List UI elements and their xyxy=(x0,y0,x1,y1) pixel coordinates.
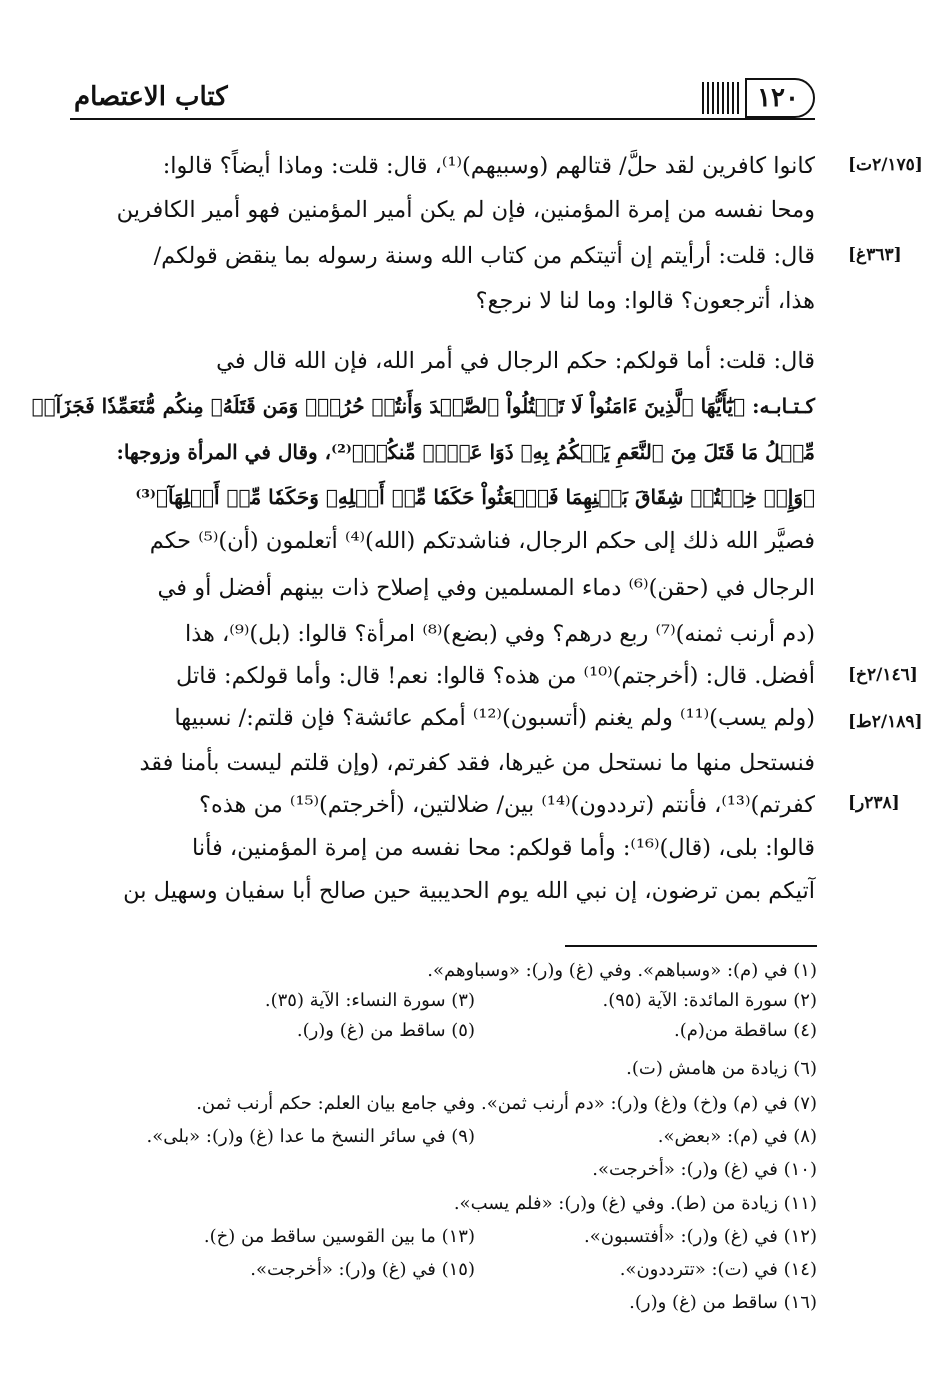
margin-ref: [٢٣٨ر] xyxy=(848,793,900,813)
footnote: (١) في (م): «وسباهم». وفي (غ) و(ر): «وسباوهم». xyxy=(427,960,817,981)
header-rule xyxy=(70,118,815,120)
margin-ref: [٢/١٧٥ت] xyxy=(848,155,923,175)
body-line: قالوا: بلى، (قال)⁽¹⁶⁾: وأما قولكم: محا نفسه من إمرة المؤمنين، فأنا xyxy=(192,835,815,861)
footnote-rule xyxy=(565,945,817,947)
footnote: (١٢) في (غ) و(ر): «أفتسبون». xyxy=(584,1226,817,1247)
body-line: قال: قلت: أرأيتم إن أتيتكم من كتاب الله وسنة رسوله بما ينقض قولكم/ xyxy=(153,243,815,269)
margin-ref: [٢/١٨٩ط] xyxy=(848,712,923,732)
page-number-box xyxy=(702,78,815,118)
footnote: (٢) سورة المائدة: الآية (٩٥). xyxy=(602,990,817,1011)
body-line: كفرتم)⁽¹³⁾، فأنتم (ترددون)⁽¹⁴⁾ بين/ ضلالتين، (أخرجتم)⁽¹⁵⁾ من هذه؟ xyxy=(199,792,815,818)
body-line: كانوا كافرين لقد حلَّ/ قتالهم (وسبيهم)⁽¹⁾، قال: قلت: وماذا أيضاً؟ قالوا: xyxy=(162,153,815,179)
body-line: مِّثۡلُ مَا قَتَلَ مِنَ ٱلنَّعَمِ يَحۡكُمُ بِهِۦ ذَوَا عَدۡلٖ مِّنكُمۡ﴾⁽²⁾، وقال في المرأة وزوجها: xyxy=(116,440,815,464)
body-line: آتيكم بمن ترضون، إن نبي الله يوم الحديبية حين صالح أبا سفيان وسهيل بن xyxy=(123,878,815,904)
decorative-bars-icon xyxy=(702,82,739,114)
margin-ref: [٣٦٣غ] xyxy=(848,245,902,265)
footnote: (٣) سورة النساء: الآية (٣٥). xyxy=(264,990,475,1011)
footnote: (١١) زيادة من (ط). وفي (غ) و(ر): «فلم يسب». xyxy=(453,1193,817,1214)
body-line: قال: قلت: أما قولكم: حكم الرجال في أمر الله، فإن الله قال في xyxy=(216,348,815,374)
footnote: (٨) في (م): «بعض». xyxy=(657,1126,817,1147)
body-line: هذا، أترجعون؟ قالوا: وما لنا لا نرجع؟ xyxy=(475,288,815,314)
body-line: (دم أرنب ثمنه)⁽⁷⁾ ربع درهم؟ وفي (بضع)⁽⁸⁾ امرأة؟ قالوا: (بل)⁽⁹⁾، هذا xyxy=(184,621,815,647)
body-line: ومحا نفسه من إمرة المؤمنين، فإن لم يكن أمير المؤمنين فهو أمير الكافرين xyxy=(116,197,815,223)
body-line: (ولم يسب)⁽¹¹⁾ ولم يغنم (أتسبون)⁽¹²⁾ أمكم عائشة؟ فإن قلتم:/ نسبيها xyxy=(174,705,815,731)
footnote: (٤) ساقطة من(م). xyxy=(673,1020,817,1041)
body-line: الرجال في (حقن)⁽⁶⁾ دماء المسلمين وفي إصلاح ذات بينهم أفضل أو في xyxy=(157,575,815,601)
body-line: فنستحل منها ما نستحل من غيرها، فقد كفرتم، (وإن قلتم ليست بأمنا فقد xyxy=(139,750,815,776)
book-title: كتاب الاعتصام xyxy=(74,82,228,112)
footnote: (٥) ساقط من (غ) و(ر). xyxy=(296,1020,475,1041)
footnote: (٧) في (م) و(خ) و(غ) و(ر): «دم أرنب ثمن». وفي جامع بيان العلم: حكم أرنب ثمن. xyxy=(196,1093,817,1114)
body-line: كـتـابـه: ﴿يَٰٓأَيُّهَا ٱلَّذِينَ ءَامَنُواْ لَا تَقۡتُلُواْ ٱلصَّيۡدَ وَأَنتُمۡ حُرُمٞۚ وَمَن قَتَلَهُۥ مِنكُم مُّتَعَمِّدٗا فَجَزَآءٞ xyxy=(31,394,815,418)
body-line: أفضل. قال: (أخرجتم)⁽¹⁰⁾ من هذه؟ قالوا: نعم! قال: وأما قولكم: قاتل xyxy=(175,663,815,689)
body-line: فصيَّر الله ذلك إلى حكم الرجال، فناشدتكم (الله)⁽⁴⁾ أتعلمون (أن)⁽⁵⁾ حكم xyxy=(149,528,815,554)
margin-ref: [٢/١٤٦خ] xyxy=(848,665,918,685)
footnote: (٦) زيادة من هامش (ت). xyxy=(626,1058,817,1079)
body-line: ﴿وَإِنۡ خِفۡتُمۡ شِقَاقَ بَيۡنِهِمَا فَٱبۡعَثُواْ حَكَمٗا مِّنۡ أَهۡلِهِۦ وَحَكَمٗا مِّنۡ أَهۡلِهَآ﴾⁽³⁾ xyxy=(135,485,815,509)
page-header xyxy=(70,78,815,128)
footnote: (١٥) في (غ) و(ر): «أخرجت». xyxy=(250,1259,475,1280)
footnote: (١٠) في (غ) و(ر): «أخرجت». xyxy=(592,1159,817,1180)
footnote: (٩) في سائر النسخ ما عدا (غ) و(ر): «بلى». xyxy=(146,1126,475,1147)
page-number: ١٢٠ xyxy=(745,78,815,118)
footnote: (١٤) في (ت): «تترددون». xyxy=(619,1259,817,1280)
footnote: (١٦) ساقط من (غ) و(ر). xyxy=(629,1292,817,1313)
footnote: (١٣) ما بين القوسين ساقط من (خ). xyxy=(203,1226,475,1247)
